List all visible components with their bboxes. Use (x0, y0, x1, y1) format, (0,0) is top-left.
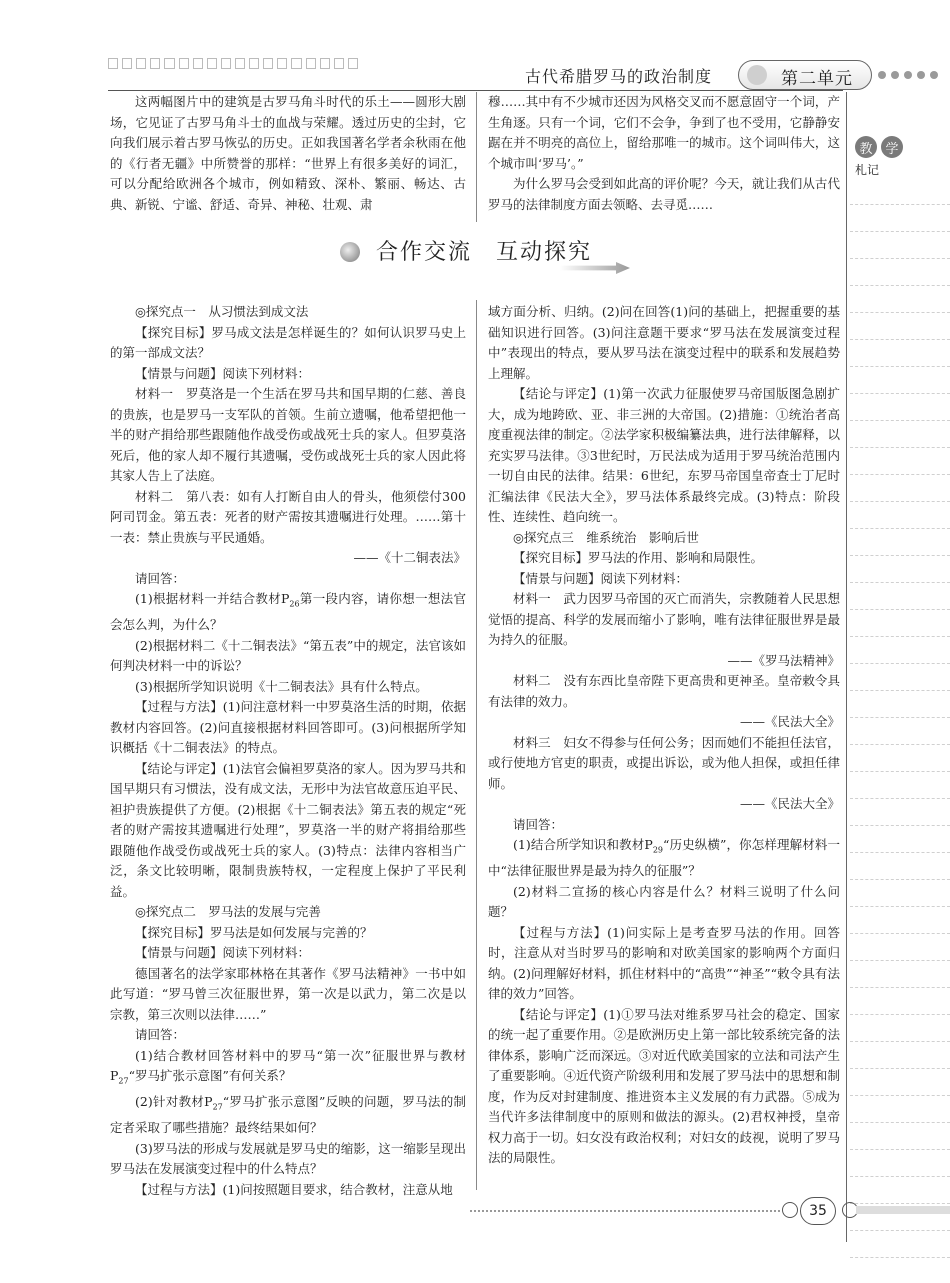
unit-label: 第二单元 (781, 69, 853, 89)
sidebar-divider (846, 92, 847, 1242)
intro-paragraph: 为什么罗马会受到如此高的评价呢？今天，就让我们从古代罗马的法律制度方面去领略、去寻觅…… (488, 176, 840, 212)
paragraph: 【过程与方法】(1)问注意材料一中罗莫洛生活的时期，依据教材内容回答。(2)问直接根据材料回答即可。(3)问根据所学知识概括《十二铜表法》的特点。 (110, 699, 466, 755)
intro-paragraph: 这两幅图片中的建筑是古罗马角斗时代的乐土——圆形大剧场，它见证了古罗马角斗士的血战与荣耀。透过历史的尘封，它向我们展示着古罗马恢弘的历史。正如我国著名学者余秋雨在他的《行者无疆》中所赞誉的那样：“世界上有很多美好的词汇，可以分配给欧洲各个城市，例如精致、深朴、繁丽、畅达、古典、新锐、宁谧、舒适、奇异、神秘、壮观、肃 (110, 94, 466, 212)
footer-dotted-rule (470, 1210, 780, 1212)
footer-circle-icon (782, 1202, 798, 1218)
section-banner (340, 232, 620, 272)
paragraph: 材料三 妇女不得参与任何公务；因而她们不能担任法官，或行使地方官吏的职责，或提出诉讼，或为他人担保，或担任律师。 (488, 734, 840, 791)
paragraph: 材料一 罗莫洛是一个生活在罗马共和国早期的仁慈、善良的贵族，也是罗马一支军队的首领。生前立遗嘱，他希望把他一半的财产捐给那些跟随他作战受伤或战死士兵的家人。但罗莫洛死后，他的家人却不履行其遗嘱，受伤或战死士兵的家人因此将其家人告上了法庭。 (110, 386, 466, 483)
paragraph: 材料二 第八表：如有人打断自由人的骨头，他须偿付300阿司罚金。第五表：死者的财产需按其遗嘱进行处理。……第十一表：禁止贵族与平民通婚。 (110, 488, 466, 545)
paragraph: 材料二 没有东西比皇帝陛下更高贵和更神圣。皇帝敕令具有法律的效力。 (488, 673, 840, 709)
paragraph: (1)根据材料一并结合教材$P_{26}$第一段内容，请你想一想法官会怎么判，为什么？ (110, 591, 466, 632)
page-number: 35 (800, 1197, 836, 1225)
notes-ruled-lines (850, 178, 950, 1258)
notes-circle-jiao: 教 (855, 136, 877, 158)
paragraph: (2)材料二宣扬的核心内容是什么？材料三说明了什么问题？ (488, 883, 840, 919)
left-column (110, 302, 466, 1200)
source-citation: ——《民法大全》 (739, 714, 840, 729)
paragraph: 【情景与问题】阅读下列材料： (135, 945, 311, 960)
paragraph: 【探究目标】罗马法是如何发展与完善的？ (135, 924, 373, 940)
paragraph: 请回答： (513, 816, 564, 832)
paragraph: 【过程与方法】(1)问实际上是考查罗马法的作用。回答时，注意从对当时罗马的影响和对欧美国家的影响两个方面归纳。(2)问理解好材料，抓住材料中的“高贵”“神圣”“敕令具有法律的效力”回答。 (488, 924, 840, 1001)
paragraph: ◎探究点一 从习惯法到成文法 (135, 304, 309, 319)
paragraph: 德国著名的法学家耶林格在其著作《罗马法精神》一书中如此写道：“罗马曾三次征服世界，第一次是以武力，第二次是以宗教，第三次则以法律……” (110, 965, 466, 1022)
header-rule (108, 90, 843, 91)
paragraph: (2)根据材料二《十二铜表法》“第五表”中的规定，法官该如何判决材料一中的诉讼？ (110, 637, 466, 673)
footer-bar (856, 1206, 950, 1214)
paragraph: 请回答： (135, 570, 186, 586)
right-column (488, 302, 840, 1169)
source-citation: ——《民法大全》 (739, 796, 840, 811)
intro-left (110, 92, 466, 215)
paragraph: ◎探究点三 维系统治 影响后世 (513, 529, 699, 545)
paragraph: (3)根据所学知识说明《十二铜表法》具有什么特点。 (135, 678, 428, 694)
paragraph: ◎探究点二 罗马法的发展与完善 (135, 904, 321, 919)
page-header (0, 0, 950, 100)
notes-header (855, 136, 945, 178)
intro-right (488, 92, 840, 215)
paragraph: 请回答： (135, 1027, 186, 1042)
chapter-title: 古代希腊罗马的政治制度 (525, 67, 713, 86)
paragraph: 【情景与问题】阅读下列材料： (513, 570, 689, 586)
paragraph: 【过程与方法】(1)问按照题目要求，结合教材，注意从地 (135, 1181, 453, 1197)
unit-badge (738, 60, 872, 90)
column-divider (476, 300, 477, 1190)
paragraph: (3)罗马法的形成与发展就是罗马史的缩影，这一缩影呈现出罗马法在发展演变过程中的什么特点？ (110, 1140, 466, 1176)
section-title: 合作交流 互动探究 (376, 240, 593, 265)
paragraph: 【结论与评定】(1)第一次武力征服使罗马帝国版图急剧扩大，成为地跨欧、亚、非三洲的大帝国。(2)措施：①统治者高度重视法律的制定。②法学家积极编纂法典，进行法律解释，以充实罗马法律。③3世纪时，万民法成为适用于罗马统治范围内一切自由民的法律。结果：6世纪，东罗马帝国皇帝查士丁尼时汇编法律《民法大全》，罗马法体系最终完成。(3)特点：阶段性、连续性、趋向统一。 (488, 386, 840, 524)
notes-circle-xue: 学 (881, 136, 903, 158)
paragraph: 【结论与评定】(1)法官会偏袒罗莫洛的家人。因为罗马共和国早期只有习惯法，没有成文法，无形中为法官故意压迫平民、袒护贵族提供了方便。(2)根据《十二铜表法》第五表的规定“死者的财产需按其遗嘱进行处理”，罗莫洛一半的财产将捐给那些跟随他作战受伤或战死士兵的家人。(3)特点：法律内容相当广泛，条文比较明晰，限制贵族特权，一定程度上保护了平民利益。 (110, 760, 466, 899)
paragraph: 材料一 武力因罗马帝国的灭亡而消失，宗教随着人民思想觉悟的提高、科学的发展而缩小了影响，唯有法律征服世界是最为持久的征服。 (488, 591, 840, 647)
header-decor-squares (108, 58, 358, 72)
notes-label: 札记 (855, 163, 880, 177)
paragraph: 【情景与问题】阅读下列材料： (135, 365, 311, 381)
header-dots-decor (878, 71, 938, 79)
banner-circle-icon (340, 242, 360, 262)
paragraph: (2)针对教材$P_{27}“$罗马扩张示意图”反映的问题，罗马法的制定者采取了哪些措施？最终结果如何？ (110, 1094, 466, 1135)
paragraph: (1)结合教材回答材料中的罗马“第一次”征服世界与教材$P_{27}“$罗马扩张示意图”有何关系？ (110, 1047, 466, 1086)
paragraph: (1)结合所学知识和教材$P_{29}“$历史纵横”，你怎样理解材料一中“法律征服世界是最为持久的征服”？ (488, 837, 840, 878)
paragraph: 【探究目标】罗马法的作用、影响和局限性。 (513, 550, 764, 565)
source-citation: ——《十二铜表法》 (353, 550, 466, 565)
source-citation: ——《罗马法精神》 (727, 652, 840, 668)
column-divider (476, 92, 477, 222)
paragraph: 域方面分析、归纳。(2)问在回答(1)问的基础上，把握重要的基础知识进行回答。(3)问注意题干要求“罗马法在发展演变过程中”表现出的特点，要从罗马法在演变过程中的联系和发展趋势上理解。 (488, 304, 840, 381)
unit-circle-icon (747, 65, 767, 85)
paragraph: 【结论与评定】(1)①罗马法对维系罗马社会的稳定、国家的统一起了重要作用。②是欧洲历史上第一部比较系统完备的法律体系，影响广泛而深远。③对近代欧美国家的立法和司法产生了重要影响。④近代资产阶级利用和发展了罗马法中的思想和制度，作为反对封建制度、推进资本主义发展的有力武器。⑤成为当代许多法律制度中的原则和做法的源头。(2)君权神授，皇帝权力高于一切。妇女没有政治权利；对妇女的歧视，说明了罗马法的局限性。 (488, 1006, 840, 1165)
intro-paragraph: 穆……其中有不少城市还因为风格交叉而不愿意固守一个词，产生角逐。只有一个词，它们不会争，争到了也不受用，它静静安踞在并不明亮的高位上，留给那唯一的城市。这个词叫伟大，这个城市叫‘罗马’。” (488, 94, 840, 171)
paragraph: 【探究目标】罗马成文法是怎样诞生的？如何认识罗马史上的第一部成文法？ (110, 324, 466, 360)
